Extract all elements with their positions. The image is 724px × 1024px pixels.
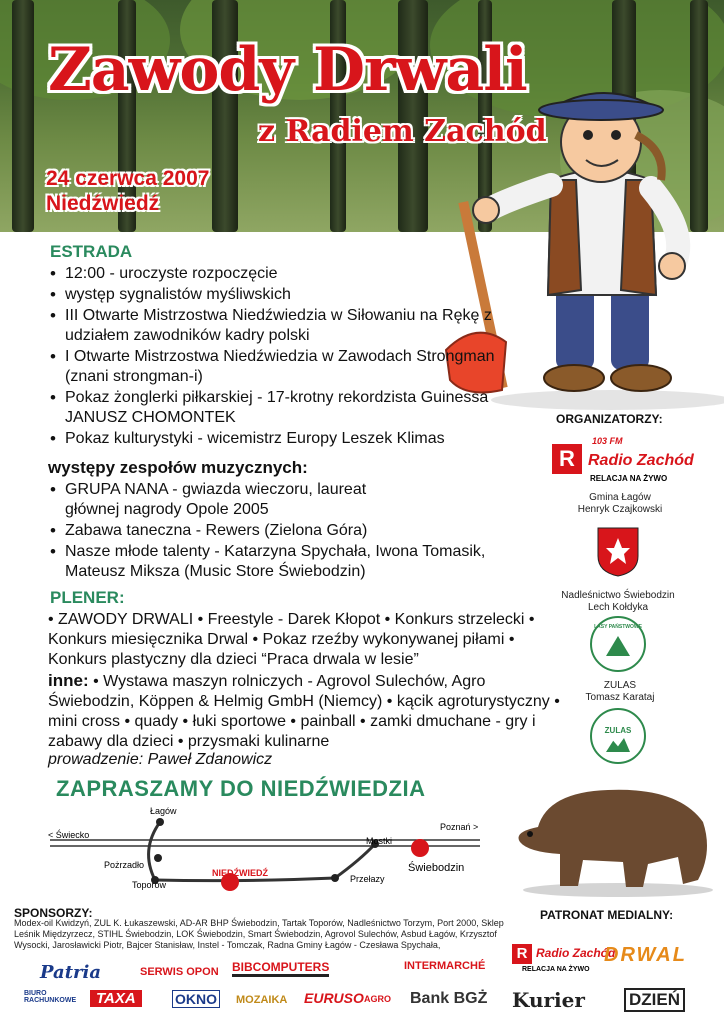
radio-zachod-name: Radio Zachód bbox=[588, 452, 694, 469]
estrada-heading: ESTRADA bbox=[50, 242, 133, 261]
sponsor-logo: EURUSO bbox=[304, 990, 364, 1006]
list-item: • Pokaz kulturystyki - wicemistrz Europy Leszek Klimas bbox=[50, 429, 535, 449]
poster-title: Zawody Drwali bbox=[48, 35, 527, 105]
map-label-poznan: Poznań > bbox=[440, 822, 479, 832]
sponsor-logo: SERWIS OPON bbox=[140, 966, 219, 978]
organizers-heading: ORGANIZATORZY: bbox=[556, 412, 663, 426]
poster-subtitle: z Radiem Zachód bbox=[258, 114, 547, 149]
radio-zachod-logo-icon: R bbox=[552, 444, 582, 474]
music-heading: występy zespołów muzycznych: bbox=[48, 458, 308, 477]
list-item: • Zabawa taneczna - Rewers (Zielona Góra) bbox=[50, 521, 530, 541]
inne-heading: inne: bbox=[48, 671, 89, 690]
bear-illustration bbox=[508, 772, 722, 898]
inne-text: • Wystawa maszyn rolniczych - Agrovol Sulechów, Agro Świebodzin, Köppen & Helmig GmbH (Niemcy) • kącik agroturystyczny • mini cross • quady • łuki sportowe • painball • zamki dmuchane - gry i zabawy dla dzieci • przysmaki kulinarne bbox=[48, 673, 560, 750]
map-label-swiebodzin: Świebodzin bbox=[408, 862, 465, 874]
sponsors-text: Modex-oil Kwidzyń, ZUL K. Łukaszewski, AD-AR BHP Świebodzin, Tartak Toporów, Nadleśnictwo Torzym, Port 2000, Sklep Leśnik Międzyrzecz, STIHL Świebodzin, LOK Świebodzin, Smart Świebodzin, Agrovol Sulechów, Asbud Łagów, Krzysztof Wysocki, Jarosławicki Piotr, Bajcer Stanisław, Instel - Tomczak, Radna Gminy Łagów - Czesława Spychała, bbox=[14, 918, 504, 950]
sponsor-logo: BIURO RACHUNKOWE bbox=[24, 990, 77, 1004]
lasy-panstwowe-seal-icon bbox=[590, 616, 646, 672]
sponsor-logo: MOZAIKA bbox=[236, 994, 288, 1006]
map-label-toporow: Toporów bbox=[132, 880, 167, 890]
patronat-dzien: DZIEŃ bbox=[624, 988, 685, 1012]
map-label-mostki: Mostki bbox=[366, 836, 393, 846]
sponsor-logo: TAXA bbox=[90, 990, 142, 1007]
lasy-seal-text: LASY PAŃSTWOWE bbox=[594, 624, 642, 630]
event-date-place bbox=[46, 166, 209, 216]
map-label-przelazy: Przełazy bbox=[350, 874, 385, 884]
list-item: • występ sygnalistów myśliwskich bbox=[50, 285, 500, 305]
radio-zachod-sub: RELACJA NA ŻYWO bbox=[590, 474, 668, 483]
map-label-niedzwiedz: NIEDŹWIEDŹ bbox=[212, 868, 268, 878]
zulas-seal-text: ZULAS bbox=[604, 726, 632, 735]
list-item: • III Otwarte Mistrzostwa Niedźwiedzia w Siłowaniu na Rękę z udziałem zawodników kadry polski bbox=[50, 306, 500, 346]
sponsor-logo: Bank BGŻ bbox=[410, 990, 488, 1007]
sponsor-logo: OKNO bbox=[172, 990, 220, 1008]
nadlesnictwo-label: Nadleśnictwo Świebodzin Lech Kołdyka bbox=[561, 590, 675, 613]
sponsor-logo: BIBCOMPUTERS bbox=[232, 960, 329, 977]
map-label-lagow: Łagów bbox=[150, 806, 177, 816]
zulas-seal-icon bbox=[590, 708, 646, 764]
invite-headline: ZAPRASZAMY DO NIEDŹWIEDZIA bbox=[56, 776, 426, 801]
list-item: • Nasze młode talenty - Katarzyna Spychała, Iwona Tomasik, Mateusz Miksza (Music Store Świebodzin) bbox=[50, 542, 530, 582]
gmina-label: Gmina Łagów Henryk Czajkowski bbox=[577, 492, 663, 515]
plener-text: • ZAWODY DRWALI • Freestyle - Darek Kłopot • Konkurs strzelecki • Konkurs miesięcznika Drwal • Pokaz rzeźby wykonywanej piłami • Konkurs plastyczny dla dzieci “Praca drwala w lesie” bbox=[48, 611, 535, 668]
plener-heading: PLENER: bbox=[50, 588, 125, 607]
patronat-radio: Radio Zachód bbox=[536, 946, 616, 960]
patronat-radio-icon: R bbox=[512, 944, 532, 964]
sponsor-logo: INTERMARCHÉ bbox=[404, 960, 486, 972]
sponsor-logo: AGRO bbox=[364, 994, 391, 1004]
zulas-label: ZULAS Tomasz Karataj bbox=[585, 680, 655, 703]
patronat-drwal: DRWAL bbox=[604, 944, 687, 966]
route-map bbox=[40, 800, 500, 900]
map-label-pozrzadlo: Pożrzadło bbox=[104, 860, 145, 870]
radio-freq: 103 FM bbox=[592, 436, 623, 446]
gmina-shield-icon bbox=[596, 526, 640, 578]
list-item: • I Otwarte Mistrzostwa Niedźwiedzia w Zawodach Strongman (znani strongman-i) bbox=[50, 347, 500, 387]
list-item: • GRUPA NANA - gwiazda wieczoru, laureat głównej nagrody Opole 2005 bbox=[50, 480, 395, 520]
estrada-list bbox=[50, 264, 500, 450]
list-item: • Pokaz żonglerki piłkarskiej - 17-krotny rekordzista Guinessa JANUSZ CHOMONTEK bbox=[50, 388, 535, 428]
list-item: • 12:00 - uroczyste rozpoczęcie bbox=[50, 264, 500, 284]
map-label-swiecko: < Świecko bbox=[48, 830, 90, 840]
host-line: prowadzenie: Paweł Zdanowicz bbox=[48, 751, 273, 768]
patronat-heading: PATRONAT MEDIALNY: bbox=[540, 908, 674, 922]
patronat-kurier: Kurier bbox=[512, 988, 585, 1012]
sponsors-heading: SPONSORZY: bbox=[14, 906, 93, 920]
sponsor-logo: Patria bbox=[40, 962, 102, 983]
music-list bbox=[50, 480, 530, 583]
patronat-radio-sub: RELACJA NA ŻYWO bbox=[522, 966, 590, 973]
event-place: Niedźwiedź bbox=[46, 192, 160, 215]
event-date: 24 czerwca 2007 bbox=[46, 167, 210, 190]
inne-block bbox=[48, 671, 568, 752]
